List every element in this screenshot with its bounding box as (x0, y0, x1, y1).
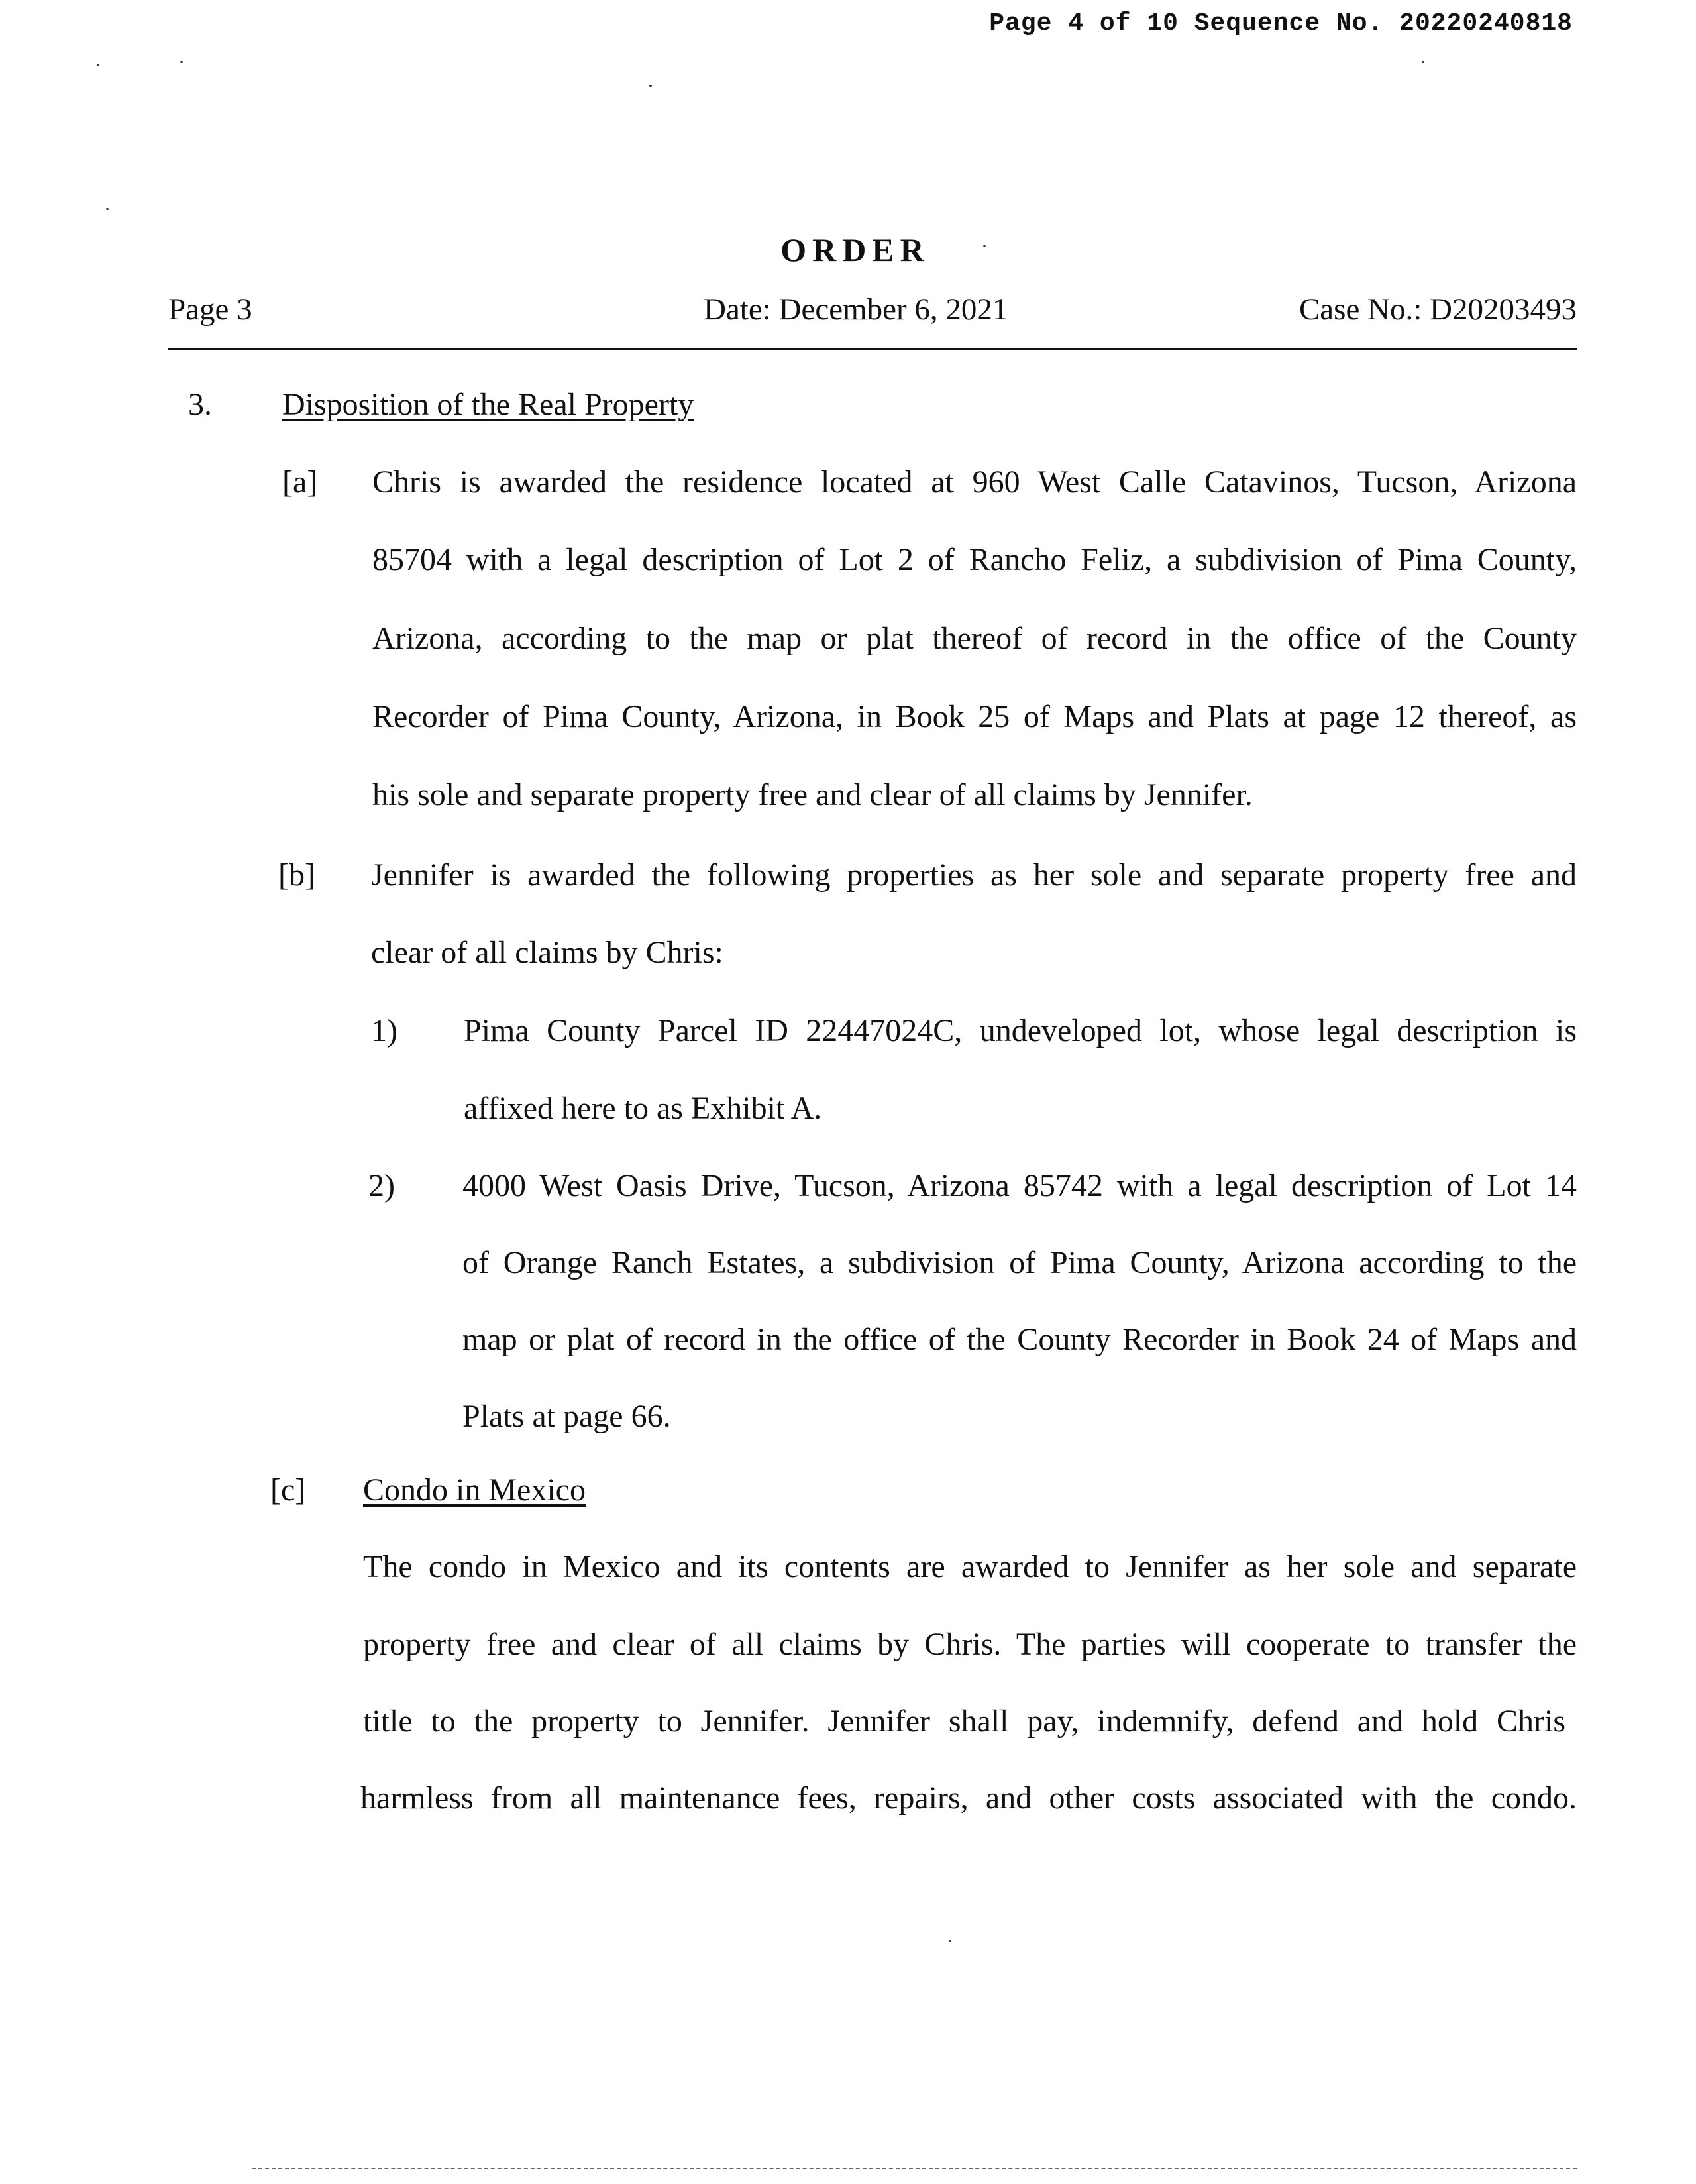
item-b-line: Jennifer is awarded the following properties as her sole and separate property free and (371, 857, 1577, 893)
subitem-1-line: Pima County Parcel ID 22447024C, undeveloped lot, whose legal description is (464, 1013, 1577, 1048)
item-c-line: property free and clear of all claims by Chris. The parties will cooperate to transfer the (363, 1627, 1577, 1662)
subitem-label-1: 1) (371, 1013, 398, 1048)
scan-speck (949, 1940, 951, 1942)
scan-speck (106, 208, 109, 210)
sequence-stamp: Page 4 of 10 Sequence No. 20220240818 (989, 9, 1573, 38)
item-a-line: 85704 with a legal description of Lot 2 of Rancho Feliz, a subdivision of Pima County, (372, 542, 1577, 577)
subitem-2-line: of Orange Ranch Estates, a subdivision of Pima County, Arizona according to the (462, 1245, 1577, 1280)
header-rule (168, 348, 1577, 350)
header-date: Date: December 6, 2021 (704, 292, 1008, 327)
item-c-line: The condo in Mexico and its contents are awarded to Jennifer as her sole and separate (363, 1549, 1577, 1584)
scan-speck (180, 61, 183, 63)
item-label-b: [b] (278, 857, 315, 893)
section-number: 3. (188, 387, 212, 422)
item-label-a: [a] (282, 464, 318, 500)
item-c-line: title to the property to Jennifer. Jennifer shall pay, indemnify, defend and hold Chris (363, 1704, 1565, 1739)
item-a-line: Arizona, according to the map or plat thereof of record in the office of the County (372, 621, 1577, 656)
subitem-1-line: affixed here to as Exhibit A. (464, 1091, 822, 1126)
subitem-2-line: map or plat of record in the office of the County Recorder in Book 24 of Maps and (462, 1322, 1577, 1357)
document-title: ORDER (780, 231, 930, 268)
item-a-line: Chris is awarded the residence located at 960 West Calle Catavinos, Tucson, Arizona (372, 464, 1577, 500)
scan-speck (97, 64, 99, 66)
header-case-number: Case No.: D20203493 (1298, 292, 1577, 327)
footer-rule (252, 2168, 1577, 2169)
item-label-c: [c] (270, 1472, 306, 1507)
item-a-line: Recorder of Pima County, Arizona, in Book 25 of Maps and Plats at page 12 thereof, as (372, 699, 1577, 734)
item-c-line: harmless from all maintenance fees, repairs, and other costs associated with the condo. (360, 1780, 1577, 1816)
subitem-2-line: Plats at page 66. (462, 1399, 671, 1434)
scan-speck (649, 85, 652, 87)
scan-speck (1422, 61, 1424, 63)
subitem-label-2: 2) (368, 1168, 395, 1203)
item-b-line: clear of all claims by Chris: (371, 935, 723, 970)
section-heading: Disposition of the Real Property (282, 387, 694, 422)
item-a-line: his sole and separate property free and clear of all claims by Jennifer. (372, 777, 1253, 812)
item-c-heading: Condo in Mexico (363, 1472, 586, 1507)
subitem-2-line: 4000 West Oasis Drive, Tucson, Arizona 85742 with a legal description of Lot 14 (462, 1168, 1577, 1203)
header-page-number: Page 3 (168, 292, 252, 327)
